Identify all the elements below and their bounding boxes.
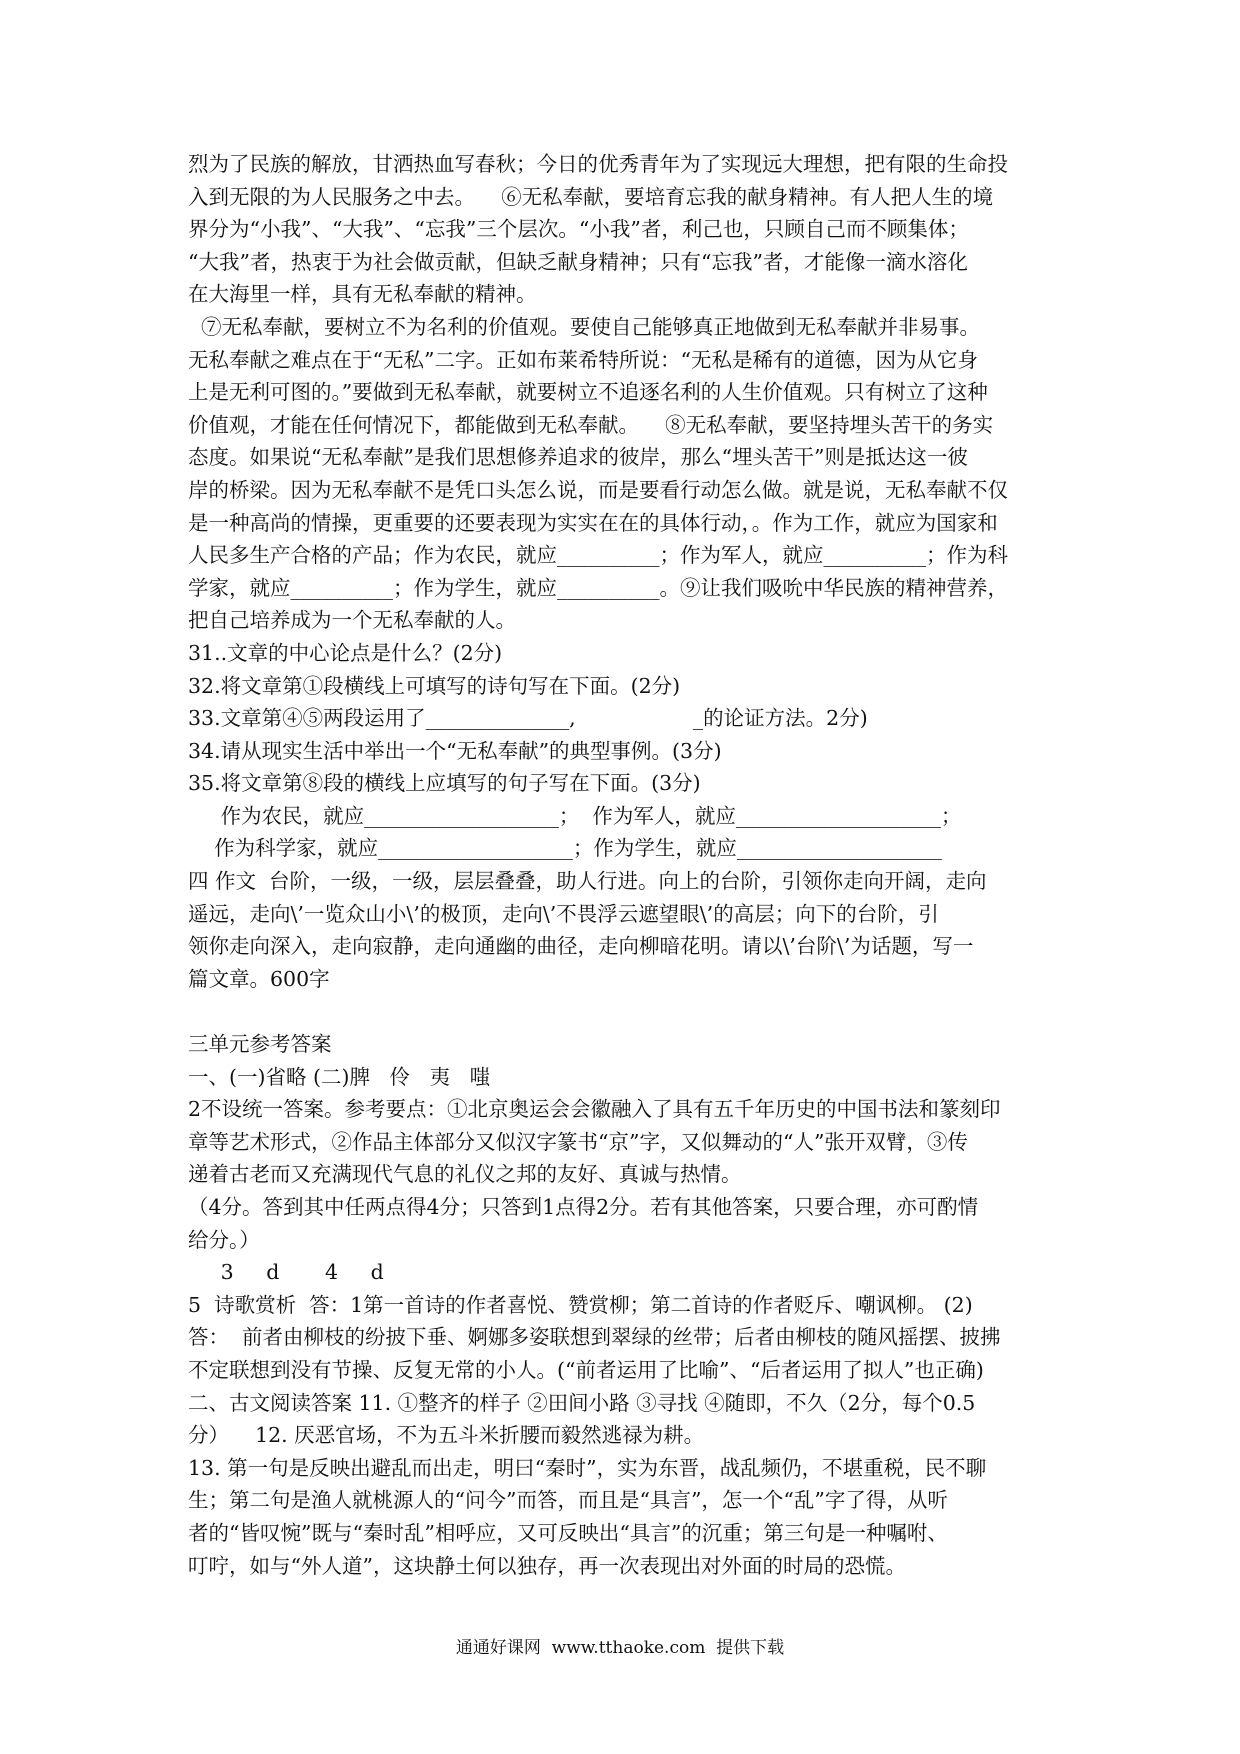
text-line: 生；第二句是渔人就桃源人的“问今”而答，而且是“具言”，怎一个“乱”字了得，从听: [188, 1488, 948, 1513]
text-line: 叮咛，如与“外人道”，这块静土何以独存，再一次表现出对外面的时局的恐慌。: [188, 1553, 906, 1578]
text-line: 二、古文阅读答案 11. ①整齐的样子 ②田间小路 ③寻找 ④随即，不久（2分，每个0.5: [188, 1390, 976, 1415]
text-line: 把自己培养成为一个无私奉献的人。: [188, 608, 516, 633]
page-footer: 通通好课网 www.tthaoke.com 提供下载: [455, 1638, 785, 1658]
document-body: [188, 148, 1060, 1582]
text-line: 2不设统一答案。参考要点：①北京奥运会会徽融入了具有五千年历史的中国书法和篆刻印: [188, 1097, 1001, 1122]
answer-blank-line: 作为农民，就应___________________； 作为军人，就应____________________；: [188, 803, 962, 828]
question-35: 35.将文章第⑧段的横线上应填写的句子写在下面。(3分): [188, 771, 701, 796]
text-line: 人民多生产合格的产品；作为农民，就应__________；作为军人，就应__________；作为科: [188, 543, 1008, 568]
text-line: 分） 12. 厌恶官场，不为五斗米折腰而毅然逃禄为耕。: [188, 1423, 705, 1448]
text-line: 价值观，才能在任何情况下，都能做到无私奉献。 ⑧无私奉献，要坚持埋头苦干的务实: [188, 412, 994, 437]
text-line: 章等艺术形式，②作品主体部分又似汉字篆书“京”字，又似舞动的“人”张开双臂，③传: [188, 1129, 968, 1154]
text-line: 入到无限的为人民服务之中去。 ⑥无私奉献，要培育忘我的献身精神。有人把人生的境: [188, 184, 994, 209]
text-line: 篇文章。600字: [188, 966, 330, 991]
text-line: 态度。如果说“无私奉献”是我们思想修养追求的彼岸，那么“埋头苦干”则是抵达这一彼: [188, 445, 968, 470]
question-33: 33.文章第④⑤两段运用了______________, _的论证方法。2分): [188, 706, 868, 731]
answer-key-heading: 三单元参考答案: [188, 1032, 332, 1057]
text-line: 无私奉献之难点在于“无私”二字。正如布莱希特所说：“无私是稀有的道德，因为从它身: [188, 347, 978, 372]
text-line: 3 d 4 d: [188, 1260, 384, 1285]
text-line: 界分为“小我”、“大我”、“忘我”三个层次。“小我”者，利己也，只顾自己而不顾集体；: [188, 217, 969, 242]
text-line: 答： 前者由柳枝的纷披下垂、婀娜多姿联想到翠绿的丝带；后者由柳枝的随风摇摆、披拂: [188, 1325, 1001, 1350]
text-line: 13. 第一句是反映出避乱而出走，明曰“秦时”，实为东晋，战乱频仍，不堪重税，民不聊: [188, 1455, 987, 1480]
text-line: 不定联想到没有节操、反复无常的小人。(“前者运用了比喻”、“后者运用了拟人”也正确): [188, 1357, 984, 1382]
text-line: （4分。答到其中任两点得4分；只答到1点得2分。若有其他答案，只要合理，亦可酌情: [188, 1195, 979, 1219]
question-31: 31..文章的中心论点是什么？(2分): [188, 640, 503, 665]
text-line: 给分。）: [188, 1227, 260, 1252]
text-line: 一、(一)省略 (二)脾 伶 夷 嗤: [188, 1064, 491, 1089]
text-line: 烈为了民族的解放，甘洒热血写春秋；今日的优秀青年为了实现远大理想，把有限的生命投: [188, 152, 1008, 176]
text-line: 递着古老而又充满现代气息的礼仪之邦的友好、真诚与热情。: [188, 1162, 742, 1187]
text-line: 是一种高尚的情操，更重要的还要表现为实实在在的具体行动，。作为工作，就应为国家和: [188, 510, 998, 535]
text-line: 5 诗歌赏析 答：1第一首诗的作者喜悦、赞赏柳；第二首诗的作者贬斥、嘲讽柳。 (2): [188, 1292, 973, 1317]
question-34: 34.请从现实生活中举出一个“无私奉献”的典型事例。(3分): [188, 738, 722, 763]
text-line: 在大海里一样，具有无私奉献的精神。: [188, 282, 537, 307]
text-line: 上是无利可图的。”要做到无私奉献，就要树立不追逐名利的人生价值观。只有树立了这种: [188, 380, 988, 405]
answer-blank-line: 作为科学家，就应___________________；作为学生，就应____________________: [188, 836, 942, 861]
text-line: 学家，就应__________；作为学生，就应__________。⑨让我们吸吮中华民族的精神营养，: [188, 575, 1008, 600]
text-line: 者的“皆叹惋”既与“秦时乱”相呼应，又可反映出“具言”的沉重；第三句是一种嘱咐、: [188, 1520, 948, 1545]
text-line: “大我”者，热衷于为社会做贡献，但缺乏献身精神；只有“忘我”者，才能像一滴水溶化: [188, 249, 968, 274]
question-32: 32.将文章第①段横线上可填写的诗句写在下面。(2分): [188, 673, 681, 698]
text-line: 遥远，走向\’一览众山小\’的极顶，走向\’不畏浮云遮望眼\’的高层；向下的台阶，引: [188, 901, 939, 926]
text-line: 领你走向深入，走向寂静，走向通幽的曲径，走向柳暗花明。请以\’台阶\’为话题，写一: [188, 934, 974, 959]
text-line: ⑦无私奉献，要树立不为名利的价值观。要使自己能够真正地做到无私奉献并非易事。: [188, 314, 981, 339]
text-line: 岸的桥梁。因为无私奉献不是凭口头怎么说，而是要看行动怎么做。就是说，无私奉献不仅: [188, 477, 1008, 502]
blank-line: [188, 995, 1060, 1028]
composition-prompt: 四 作文 台阶，一级，一级，层层叠叠，助人行进。向上的台阶，引领你走向开阔，走向: [188, 869, 987, 894]
